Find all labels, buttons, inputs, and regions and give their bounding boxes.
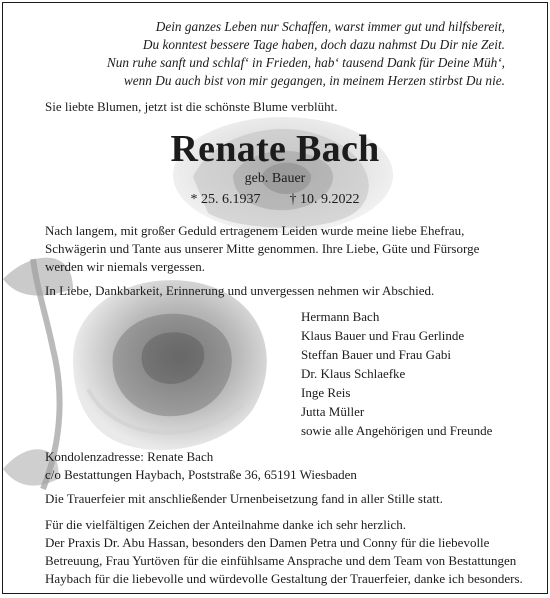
thanks-line: Haybach für die liebevolle und würdevolle Gestaltung der Trauerfeier, danke ich besonders. (45, 571, 523, 586)
mourner-name: Klaus Bauer und Frau Gerlinde (301, 328, 465, 343)
intro-text: Sie liebte Blumen, jetzt ist die schönste Blume verblüht. (45, 99, 338, 114)
mourner-name: Hermann Bach (301, 309, 380, 324)
mourner-name: Dr. Klaus Schlaefke (301, 366, 406, 381)
poem-line: Dein ganzes Leben nur Schaffen, warst immer gut und hilfsbereit, (155, 19, 505, 34)
condolence-address: Kondolenzadresse: Renate Bach (45, 449, 214, 464)
message-line: werden wir niemals vergessen. (45, 259, 206, 274)
mourner-name: Jutta Müller (301, 404, 365, 419)
message-line: Schwägerin und Tante aus unserer Mitte genommen. Ihre Liebe, Güte und Fürsorge (45, 241, 480, 256)
birth-name: geb. Bauer (244, 171, 306, 186)
farewell-text: In Liebe, Dankbarkeit, Erinnerung und unvergessen nehmen wir Abschied. (45, 283, 435, 298)
message-line: Nach langem, mit großer Geduld ertragenem Leiden wurde meine liebe Ehefrau, (45, 223, 465, 238)
mourner-name: Inge Reis (301, 385, 351, 400)
thanks-line: Der Praxis Dr. Abu Hassan, besonders den Damen Petra und Conny für die liebevolle (45, 535, 490, 550)
poem-line: wenn Du auch bist von mir gegangen, in meinem Herzen stirbst Du nie. (123, 73, 505, 88)
mourner-name: sowie alle Angehörigen und Freunde (301, 423, 493, 438)
thanks-line: Für die vielfältigen Zeichen der Anteilnahme danke ich sehr herzlich. (45, 517, 406, 532)
birth-date: * 25. 6.1937 (190, 192, 261, 207)
life-dates (3, 192, 547, 208)
poem-line: Nun ruhe sanft und schlaf‘ in Frieden, hab‘ tausend Dank für Deine Müh‘, (106, 55, 505, 70)
deceased-name: Renate Bach (170, 128, 380, 170)
condolence-address: c/o Bestattungen Haybach, Poststraße 36, 65191 Wiesbaden (45, 467, 357, 482)
mourner-name: Steffan Bauer und Frau Gabi (301, 347, 451, 362)
death-date: † 10. 9.2022 (289, 192, 360, 207)
ceremony-text: Die Trauerfeier mit anschließender Urnenbeisetzung fand in aller Stille statt. (45, 491, 443, 506)
poem-line: Du konntest bessere Tage haben, doch dazu nahmst Du Dir nie Zeit. (142, 37, 505, 52)
thanks-line: Betreuung, Frau Yurtöven für die einfühlsame Ansprache und dem Team von Bestattungen (45, 553, 517, 568)
obituary-notice (2, 2, 548, 594)
